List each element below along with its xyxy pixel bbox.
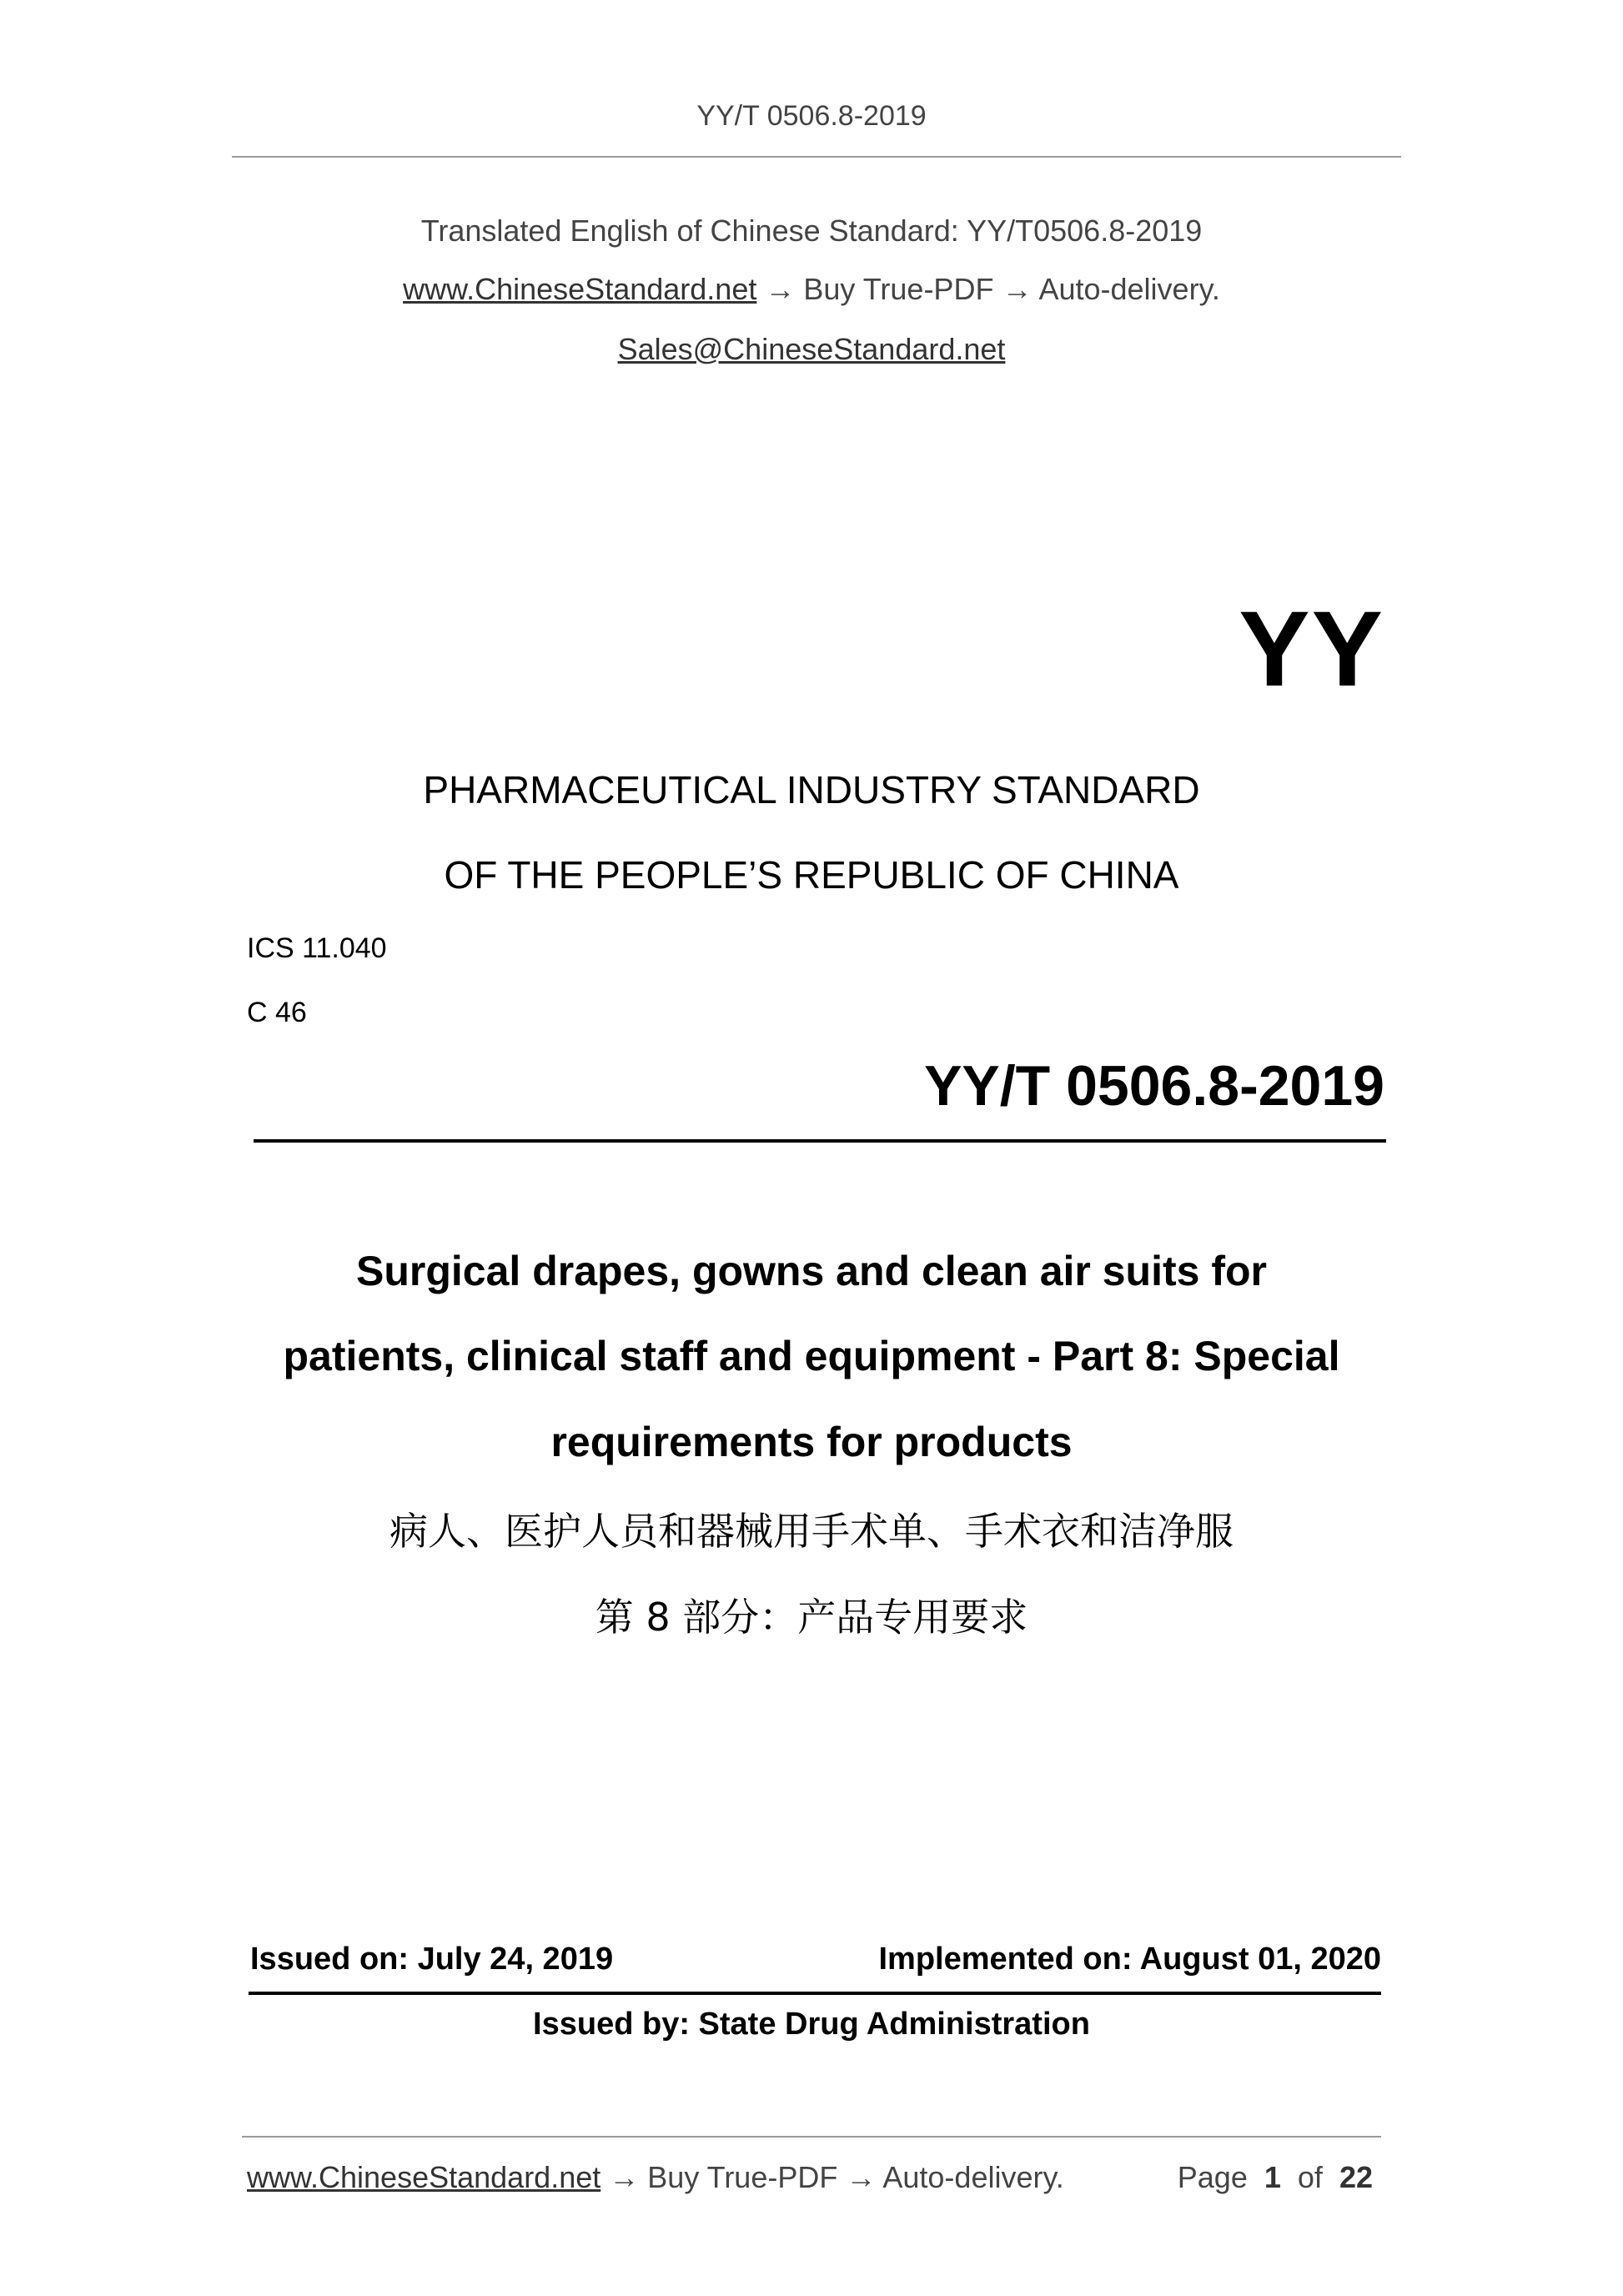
ics-code: ICS 11.040 xyxy=(247,932,387,964)
footer-site-link[interactable]: www.ChineseStandard.net xyxy=(247,2160,601,2194)
buy-true-pdf-text: Buy True-PDF xyxy=(803,272,994,306)
running-head: YY/T 0506.8-2019 xyxy=(696,100,927,132)
footer-delivery-text: Auto-delivery. xyxy=(882,2160,1064,2194)
issuing-standard-type-line1: PHARMACEUTICAL INDUSTRY STANDARD xyxy=(423,768,1200,811)
issue-divider xyxy=(249,1992,1381,1995)
arrow-right-icon: → xyxy=(609,2160,640,2194)
translation-notice: Translated English of Chinese Standard: YY/T0506.8-2019 xyxy=(420,214,1203,248)
english-title-line1: Surgical drapes, gowns and clean air suits for xyxy=(356,1248,1267,1294)
page-label: Page xyxy=(1177,2160,1248,2194)
footer-buy-text: Buy True-PDF xyxy=(647,2160,838,2194)
sales-email-link[interactable]: Sales@ChineseStandard.net xyxy=(617,332,1006,366)
arrow-right-icon: → xyxy=(1002,272,1033,306)
ccs-code: C 46 xyxy=(247,997,307,1028)
implemented-on-date: Implemented on: August 01, 2020 xyxy=(878,1942,1381,1977)
page-total: 22 xyxy=(1339,2160,1373,2194)
header-divider xyxy=(232,156,1401,158)
page-indicator xyxy=(1178,2160,1373,2195)
footer-links xyxy=(247,2160,1064,2195)
issued-by: Issued by: State Drug Administration xyxy=(533,2007,1090,2042)
purchase-links-line xyxy=(0,272,1623,307)
english-title-line3: requirements for products xyxy=(550,1419,1073,1465)
issuing-standard-type-line2: OF THE PEOPLE’S REPUBLIC OF CHINA xyxy=(444,853,1179,897)
issued-on-date: Issued on: July 24, 2019 xyxy=(250,1942,614,1977)
auto-delivery-text: Auto-delivery. xyxy=(1038,272,1220,306)
standard-number-divider xyxy=(254,1139,1386,1143)
chinese-title-line1: 病人、医护人员和器械用手术单、手术衣和洁净服 xyxy=(389,1509,1234,1554)
chinese-title-line2: 第 8 部分：产品专用要求 xyxy=(595,1595,1028,1640)
standard-category-mark: YY xyxy=(1239,590,1384,709)
arrow-right-icon: → xyxy=(846,2160,877,2194)
english-title-line2: patients, clinical staff and equipment - Part 8: Special xyxy=(283,1333,1340,1379)
arrow-right-icon: → xyxy=(765,272,796,306)
footer-divider xyxy=(242,2136,1381,2138)
site-link[interactable]: www.ChineseStandard.net xyxy=(403,272,757,306)
standard-number: YY/T 0506.8-2019 xyxy=(924,1054,1384,1118)
sales-email-line xyxy=(0,332,1623,367)
of-label: of xyxy=(1297,2160,1323,2194)
page-number: 1 xyxy=(1264,2160,1281,2194)
